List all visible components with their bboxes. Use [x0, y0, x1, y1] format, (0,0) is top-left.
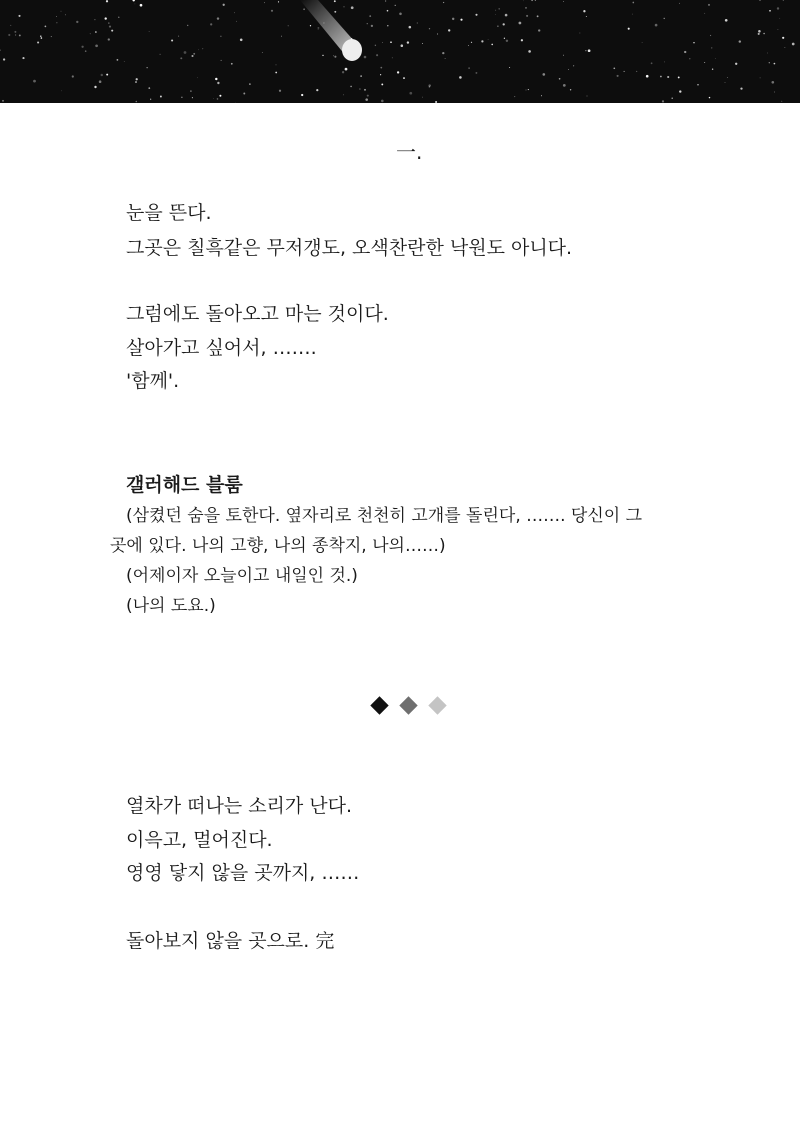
star-dot [178, 36, 179, 37]
star-dot [679, 3, 680, 4]
star-dot [236, 21, 237, 22]
star-dot [697, 84, 698, 85]
star-dot [108, 38, 110, 40]
star-dot [468, 45, 469, 46]
star-dot [407, 41, 409, 43]
star-dot [275, 72, 277, 74]
star-dot [417, 23, 418, 24]
star-dot [491, 44, 493, 46]
star-dot [443, 2, 444, 3]
star-dot [708, 4, 710, 6]
shooting-star-image [0, 0, 800, 103]
star-dot [760, 77, 761, 78]
star-dot [585, 50, 586, 51]
star-dot [262, 52, 263, 53]
star-dot [509, 67, 510, 68]
star-dot [61, 90, 62, 91]
star-dot [468, 67, 470, 69]
star-dot [580, 33, 581, 34]
star-dot [711, 47, 712, 48]
star-dot [95, 31, 97, 33]
star-dot [281, 36, 282, 37]
star-dot [671, 98, 672, 99]
star-dot [343, 94, 344, 95]
star-dot [390, 41, 392, 43]
star-dot [197, 77, 198, 78]
star-dot [777, 7, 779, 9]
star-dot [475, 72, 477, 74]
star-dot [210, 23, 212, 25]
star-dot [704, 13, 705, 14]
prologue-line: 살아가고 싶어서, ……. [126, 337, 317, 359]
star-dot [435, 101, 437, 103]
star-dot [429, 28, 430, 29]
star-dot [85, 50, 87, 52]
star-dot [380, 67, 382, 69]
star-dot [506, 40, 508, 42]
star-dot [184, 51, 187, 54]
star-dot [381, 100, 384, 103]
star-dot [81, 46, 83, 48]
star-dot [495, 14, 496, 15]
star-dot [215, 78, 217, 80]
star-dot [792, 43, 795, 46]
star-dot [422, 43, 423, 44]
star-dot [99, 80, 102, 83]
star-dot [525, 7, 527, 9]
star-dot [715, 58, 716, 59]
dialogue-line: (삼켰던 숨을 토한다. 옆자리로 천천히 고개를 돌린다, ……. 당신이 그 [126, 506, 643, 526]
star-dot [395, 5, 396, 6]
diamond-icon [370, 696, 388, 714]
dialogue-line: (어제이자 오늘이고 내일인 것.) [126, 566, 358, 586]
epilogue-line: 이윽고, 멀어진다. [126, 829, 273, 851]
star-dot [459, 76, 462, 79]
star-dot [303, 8, 305, 10]
star-dot [61, 11, 62, 12]
star-dot [475, 14, 477, 16]
star-dot [223, 4, 225, 6]
star-dot [376, 54, 378, 56]
star-dot [422, 97, 423, 98]
star-dot [369, 15, 371, 17]
star-dot [342, 71, 344, 73]
star-dot [583, 10, 585, 12]
star-dot [72, 75, 74, 77]
star-dot [452, 18, 454, 20]
star-dot [678, 76, 680, 78]
star-dot [725, 19, 728, 22]
star-dot [662, 100, 664, 102]
star-dot [568, 69, 569, 70]
star-dot [712, 69, 713, 70]
star-dot [3, 58, 5, 60]
star-dot [231, 63, 233, 65]
star-dot [646, 75, 649, 78]
star-dot [288, 25, 289, 26]
star-dot [301, 94, 303, 96]
star-dot [563, 84, 566, 87]
star-dot [344, 6, 345, 7]
star-dot [94, 86, 96, 88]
star-dot [317, 27, 319, 29]
star-dot [271, 10, 273, 12]
star-dot [217, 82, 219, 84]
star-dot [514, 96, 515, 97]
star-dot [777, 29, 778, 30]
star-dot [364, 56, 367, 59]
star-dot [334, 56, 336, 58]
prologue-line: '함께'. [126, 370, 180, 392]
prologue-line: 그럼에도 돌아오고 마는 것이다. [126, 303, 389, 325]
star-dot [538, 29, 540, 31]
prologue-line: 눈을 뜬다. [126, 202, 212, 224]
star-dot [409, 26, 412, 29]
star-dot [409, 92, 412, 95]
star-dot [15, 35, 16, 36]
star-dot [399, 13, 402, 16]
star-dot [710, 35, 711, 36]
star-dot [498, 8, 499, 9]
star-dot [624, 71, 625, 72]
star-dot [365, 98, 368, 101]
star-dot [587, 96, 588, 97]
star-dot [783, 0, 784, 1]
star-dot [316, 89, 318, 91]
star-dot [367, 95, 369, 97]
star-dot [525, 89, 526, 90]
epilogue-line: 돌아보지 않을 곳으로. 完 [126, 930, 335, 952]
star-dot [181, 97, 182, 98]
star-dot [628, 28, 630, 30]
star-dot [276, 65, 277, 66]
star-dot [488, 39, 489, 40]
star-dot [243, 93, 245, 95]
star-dot [785, 47, 786, 48]
star-dot [519, 22, 522, 25]
star-dot [401, 44, 404, 47]
star-dot [359, 88, 361, 90]
star-dot [334, 11, 336, 13]
star-dot [537, 15, 539, 17]
star-dot [448, 29, 450, 31]
star-dot [769, 10, 771, 12]
star-dot [345, 68, 348, 71]
star-dot [586, 16, 587, 17]
star-dot [382, 42, 383, 43]
star-dot [264, 2, 265, 3]
star-dot [385, 1, 386, 2]
dialogue-line: 곳에 있다. 나의 고향, 나의 종착지, 나의……) [110, 536, 446, 556]
star-dot [95, 44, 98, 47]
chapter-mark: 一. [396, 140, 423, 164]
star-dot [617, 75, 619, 77]
star-dot [322, 55, 323, 56]
star-dot [124, 61, 125, 62]
star-dot [542, 73, 545, 76]
star-dot [392, 57, 393, 58]
star-dot [219, 95, 221, 97]
star-dot [187, 25, 188, 26]
star-dot [403, 77, 405, 79]
star-dot [563, 55, 564, 56]
star-dot [541, 95, 542, 96]
star-dot [118, 17, 119, 18]
star-dot [310, 25, 311, 26]
star-dot [442, 52, 444, 54]
star-dot [217, 17, 219, 19]
speaker-name: 갤러해드 블룸 [126, 474, 243, 496]
star-dot [528, 89, 529, 90]
star-dot [220, 36, 221, 37]
star-dot [684, 51, 686, 53]
star-dot [202, 48, 203, 49]
star-dot [135, 4, 136, 5]
star-dot [334, 0, 336, 2]
star-dot [689, 58, 690, 59]
star-dot [14, 31, 16, 33]
star-dot [375, 45, 376, 46]
star-dot [725, 82, 726, 83]
diamond-divider [368, 696, 454, 716]
star-dot [56, 16, 57, 17]
star-dot [636, 71, 637, 72]
star-dot [367, 23, 368, 24]
star-dot [503, 23, 505, 25]
star-dot [563, 1, 564, 2]
star-dot [727, 77, 728, 78]
star-dot [632, 2, 634, 4]
star-dot [360, 75, 361, 76]
star-dot [76, 21, 78, 23]
star-dot [193, 53, 195, 55]
star-dot [22, 57, 24, 59]
star-dot [779, 18, 780, 19]
starry-sky-banner [0, 0, 800, 103]
star-dot [460, 19, 462, 21]
star-dot [573, 65, 574, 66]
star-dot [693, 42, 694, 43]
star-dot [613, 67, 615, 69]
star-dot [735, 63, 737, 65]
diamond-icon [399, 696, 417, 714]
diamond-icon [428, 696, 446, 714]
star-dot [739, 40, 741, 42]
star-dot [445, 58, 446, 59]
star-dot [758, 30, 761, 33]
star-dot [632, 14, 633, 15]
star-dot [217, 98, 219, 100]
star-dot [429, 86, 430, 87]
dialogue-line: (나의 도요.) [126, 596, 216, 616]
star-dot [190, 90, 192, 92]
star-dot [351, 6, 354, 9]
star-dot [350, 86, 352, 88]
star-dot [437, 34, 438, 35]
star-dot [655, 24, 658, 27]
star-dot [10, 25, 11, 26]
star-dot [570, 89, 571, 90]
star-dot [381, 83, 383, 85]
star-dot [471, 42, 472, 43]
star-dot [667, 76, 669, 78]
star-dot [523, 0, 524, 1]
star-dot [117, 59, 119, 61]
star-dot [51, 36, 52, 37]
star-dot [397, 71, 399, 73]
star-dot [109, 26, 111, 28]
star-dot [147, 67, 148, 68]
star-dot [771, 81, 774, 84]
comet-head [342, 39, 362, 61]
star-dot [380, 74, 381, 75]
star-dot [660, 76, 662, 78]
star-dot [481, 40, 483, 42]
star-dot [140, 4, 143, 7]
star-dot [108, 22, 110, 24]
star-dot [150, 99, 151, 100]
star-dot [180, 57, 182, 59]
star-dot [782, 37, 784, 39]
star-dot [213, 98, 214, 99]
star-dot [221, 60, 222, 61]
star-dot [278, 1, 279, 2]
star-dot [387, 10, 389, 12]
star-dot [526, 15, 528, 17]
star-dot [90, 33, 91, 34]
star-dot [279, 90, 281, 92]
star-dot [33, 80, 36, 83]
star-dot [767, 53, 768, 54]
star-dot [497, 25, 499, 27]
star-dot [249, 83, 251, 85]
star-dot [171, 39, 173, 41]
star-dot [234, 12, 235, 13]
star-dot [191, 55, 193, 57]
star-dot [65, 14, 66, 15]
star-dot [37, 41, 39, 43]
star-dot [198, 49, 199, 50]
star-dot [642, 42, 643, 43]
star-dot [149, 31, 150, 32]
star-dot [781, 101, 782, 102]
star-dot [758, 33, 760, 35]
star-dot [106, 74, 108, 76]
star-dot [148, 87, 150, 89]
star-dot [774, 91, 775, 92]
star-dot [428, 84, 430, 86]
star-dot [588, 49, 591, 52]
star-dot [135, 81, 137, 83]
star-dot [159, 54, 160, 55]
star-dot [136, 101, 138, 103]
star-dot [56, 22, 57, 23]
star-dot [679, 90, 681, 92]
star-dot [651, 62, 653, 64]
star-dot [740, 87, 742, 89]
star-dot [318, 29, 319, 30]
star-dot [709, 97, 710, 98]
star-dot [387, 25, 388, 26]
epilogue-line: 영영 닿지 않을 곳까지, …… [126, 862, 360, 884]
star-dot [528, 50, 531, 53]
star-dot [240, 39, 243, 42]
star-dot [774, 63, 776, 65]
star-dot [769, 62, 770, 63]
star-dot [160, 96, 162, 98]
star-dot [106, 0, 108, 2]
star-dot [192, 97, 193, 98]
star-dot [101, 74, 103, 76]
star-dot [495, 10, 496, 11]
star-dot [136, 78, 138, 80]
star-dot [45, 26, 47, 28]
star-dot [333, 55, 334, 56]
star-dot [364, 89, 366, 91]
star-dot [763, 33, 765, 35]
star-dot [105, 17, 107, 19]
star-dot [371, 25, 373, 27]
star-dot [559, 78, 561, 80]
star-dot [704, 62, 705, 63]
prologue-line: 그곳은 칠흑같은 무저갱도, 오색찬란한 낙원도 아니다. [126, 237, 573, 259]
star-dot [19, 34, 21, 36]
star-dot [40, 36, 41, 37]
star-dot [521, 39, 523, 41]
star-dot [664, 62, 665, 63]
star-dot [505, 14, 508, 17]
star-dot [41, 37, 43, 39]
star-dot [504, 38, 505, 39]
star-dot [664, 18, 665, 19]
star-dot [111, 30, 113, 32]
star-dot [8, 34, 10, 36]
epilogue-line: 열차가 떠나는 소리가 난다. [126, 795, 353, 817]
star-dot [2, 100, 4, 102]
star-dot [18, 15, 20, 17]
star-dot [94, 19, 95, 20]
